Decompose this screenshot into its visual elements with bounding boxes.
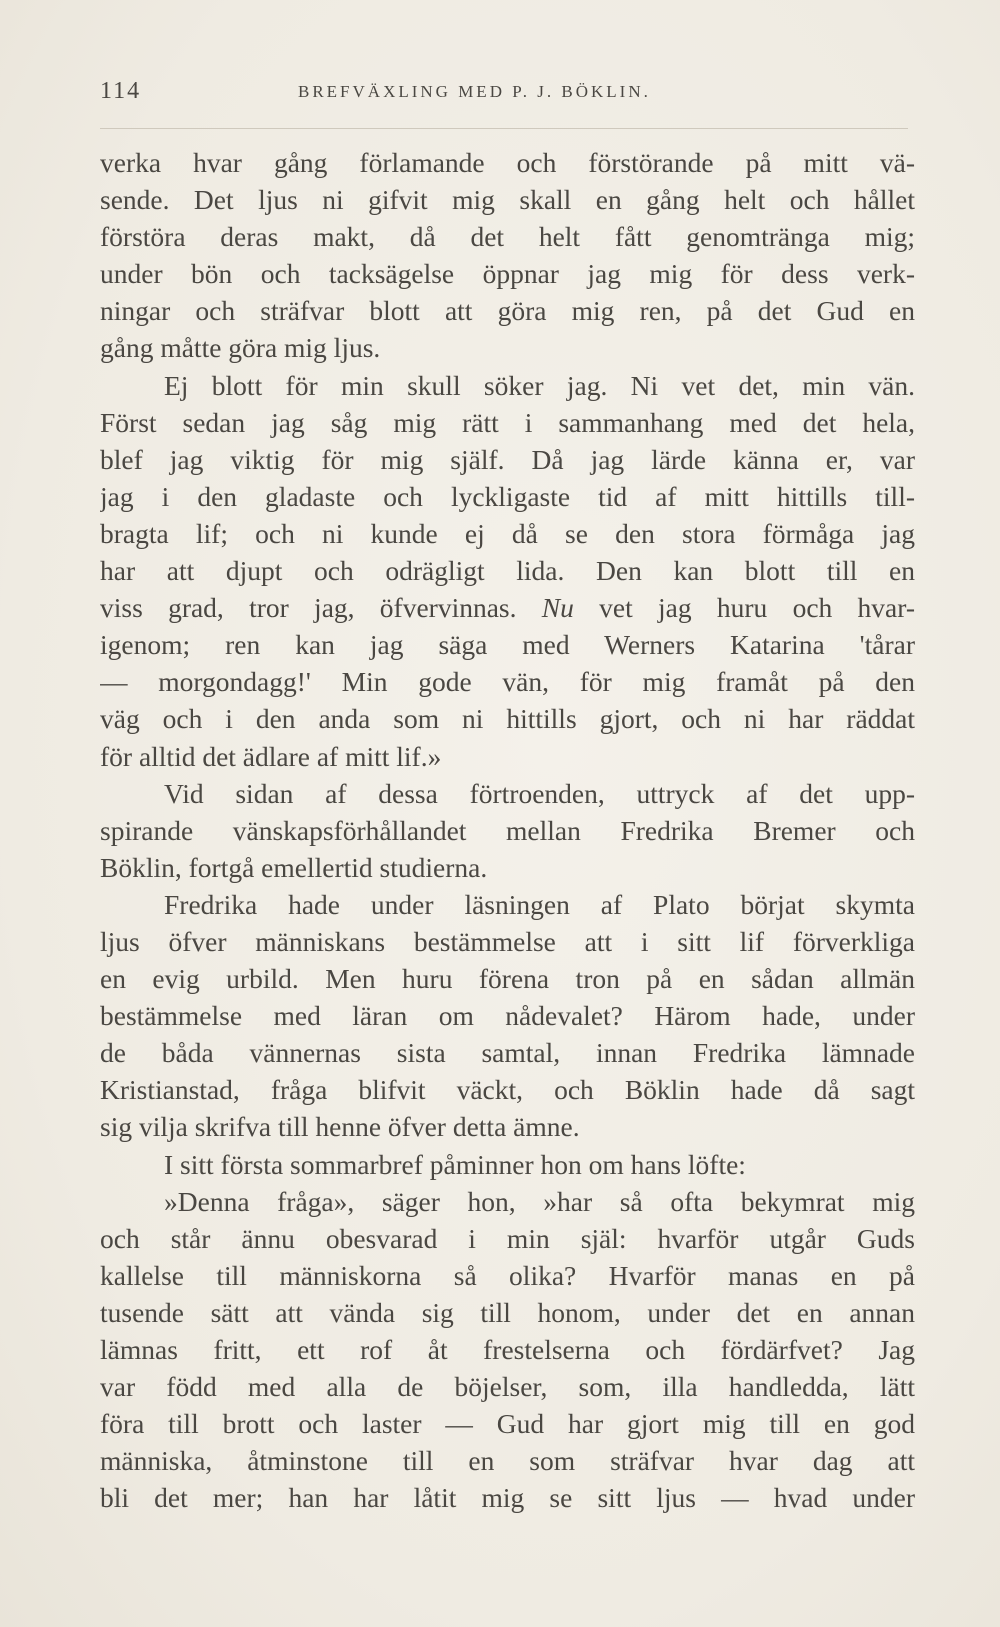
- text-line: de båda vännernas sista samtal, innan Fredrika lämnade: [100, 1037, 915, 1069]
- text-line: I sitt första sommarbref påminner hon om hans löfte:: [164, 1148, 746, 1180]
- text-line: bestämmelse med läran om nådevalet? Härom hade, under: [100, 1000, 915, 1032]
- text-line: människa, åtminstone till en som sträfvar hvar dag att: [100, 1445, 915, 1477]
- text-line: jag i den gladaste och lyckligaste tid af mitt hittills till-: [100, 480, 915, 512]
- text-line: och står ännu obesvarad i min själ: hvarför utgår Guds: [100, 1222, 915, 1254]
- text-line: bli det mer; han har låtit mig se sitt ljus — hvad under: [100, 1482, 915, 1514]
- text-line: blef jag viktig för mig själf. Då jag lärde känna er, var: [100, 443, 915, 475]
- text-line: har att djupt och odrägligt lida. Den kan blott till en: [100, 555, 915, 587]
- text-line: — morgondagg!' Min gode vän, för mig framåt på den: [100, 666, 915, 698]
- text-line-mixed: [100, 589, 915, 626]
- text-line: »Denna fråga», säger hon, »har så ofta bekymrat mig: [164, 1185, 915, 1217]
- text-line: för alltid det ädlare af mitt lif.»: [100, 740, 442, 772]
- text-line: verka hvar gång förlamande och förstörande på mitt vä-: [100, 147, 915, 178]
- text-line: förstöra deras makt, då det helt fått genomtränga mig;: [100, 221, 915, 253]
- page-number: 114: [100, 78, 142, 104]
- text-line: sende. Det ljus ni gifvit mig skall en gång helt och hållet: [100, 184, 915, 216]
- text-segment: viss grad, tror jag, öfvervinnas.: [100, 592, 517, 624]
- text-line: Böklin, fortgå emellertid studierna.: [100, 851, 488, 883]
- header-rule: [100, 128, 908, 129]
- text-line: kallelse till människorna så olika? Hvarför manas en på: [100, 1259, 915, 1291]
- text-line: bragta lif; och ni kunde ej då se den stora förmåga jag: [100, 517, 915, 549]
- running-head: [100, 78, 920, 108]
- text-line: ningar och sträfvar blott att göra mig ren, på det Gud en: [100, 295, 915, 327]
- text-line: spirande vänskapsförhållandet mellan Fredrika Bremer och: [100, 814, 915, 846]
- text-line: en evig urbild. Men huru förena tron på en sådan allmän: [100, 963, 915, 995]
- text-line: sig vilja skrifva till henne öfver detta ämne.: [100, 1111, 580, 1143]
- text-line: Vid sidan af dessa förtroenden, uttryck af det upp-: [164, 777, 915, 809]
- text-line: Kristianstad, fråga blifvit väckt, och Böklin hade då sagt: [100, 1074, 915, 1106]
- text-line: under bön och tacksägelse öppnar jag mig för dess verk-: [100, 258, 915, 290]
- text-line: var född med alla de böjelser, som, illa handledda, lätt: [100, 1371, 915, 1403]
- text-line: lämnas fritt, ett rof åt frestelserna och fördärfvet? Jag: [100, 1334, 915, 1365]
- text-line: Fredrika hade under läsningen af Plato börjat skymta: [164, 888, 915, 920]
- text-line: ljus öfver människans bestämmelse att i sitt lif förverkliga: [100, 925, 915, 957]
- text-segment: vet jag huru och hvar-: [599, 592, 915, 624]
- italic-word: Nu: [541, 592, 574, 624]
- text-line: Ej blott för min skull söker jag. Ni vet det, min vän.: [164, 369, 915, 401]
- text-line: gång måtte göra mig ljus.: [100, 332, 381, 364]
- body-text: [100, 144, 915, 1516]
- text-line: igenom; ren kan jag säga med Werners Katarina 'tårar: [100, 629, 915, 661]
- text-line: tusende sätt att vända sig till honom, under det en annan: [100, 1296, 915, 1328]
- text-line: väg och i den anda som ni hittills gjort, och ni har räddat: [100, 703, 915, 735]
- text-line: föra till brott och laster — Gud har gjort mig till en god: [100, 1408, 915, 1440]
- running-title: BREFVÄXLING MED P. J. BÖKLIN.: [298, 82, 651, 101]
- text-line: Först sedan jag såg mig rätt i sammanhang med det hela,: [100, 406, 915, 438]
